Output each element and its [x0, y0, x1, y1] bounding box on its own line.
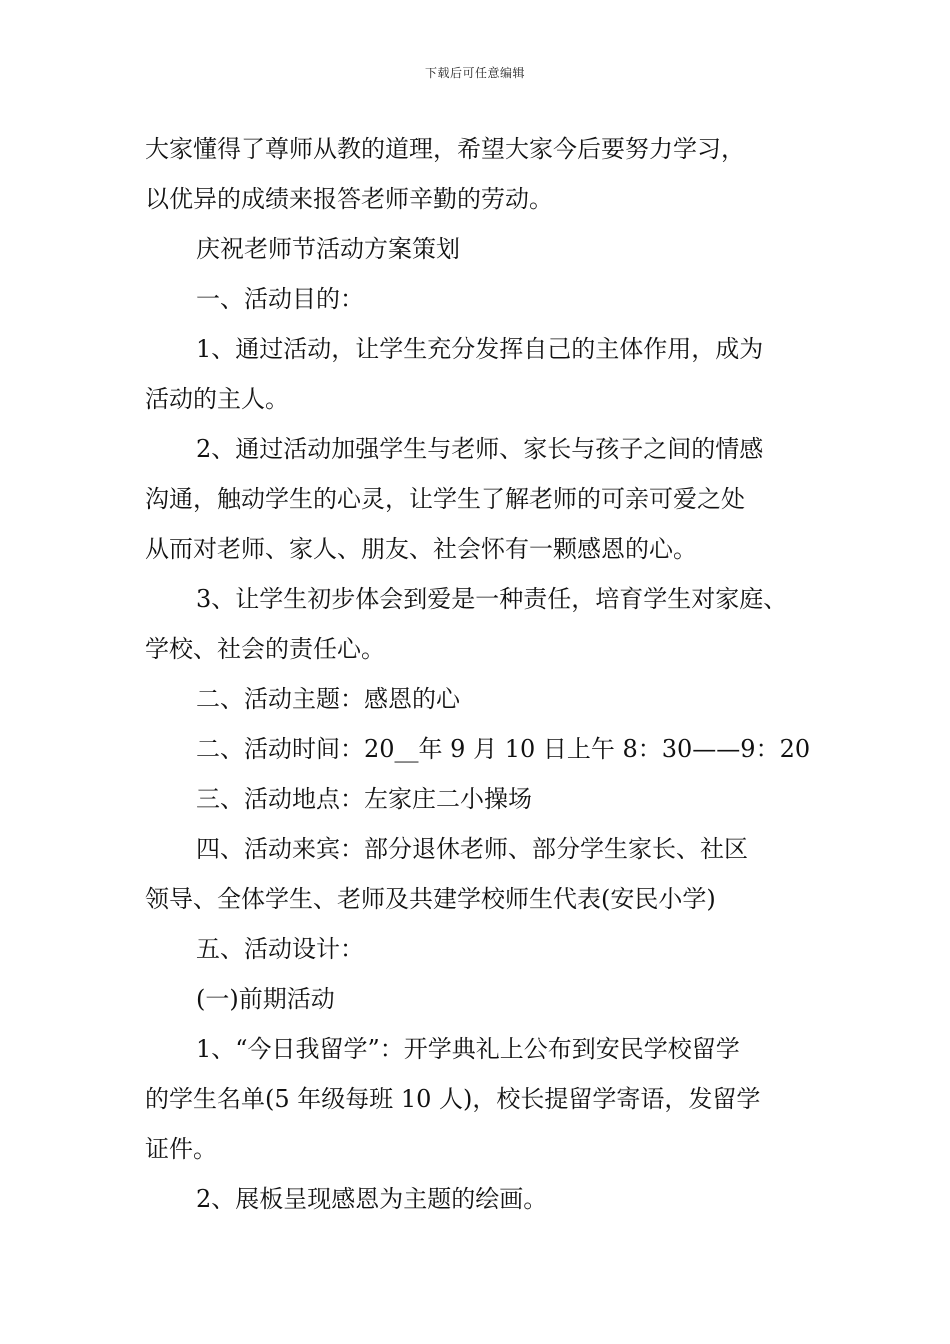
text-line: 证件。	[145, 1135, 217, 1163]
text-line: 1、通过活动，让学生充分发挥自己的主体作用，成为	[196, 335, 764, 363]
heading-activity-guests: 四、活动来宾：部分退休老师、部分学生家长、社区	[196, 835, 748, 863]
heading-activity-location: 三、活动地点：左家庄二小操场	[196, 785, 532, 813]
page-header-note: 下载后可任意编辑	[424, 66, 525, 80]
text-line: 领导、全体学生、老师及共建学校师生代表(安民小学)	[145, 885, 716, 913]
heading-activity-goal: 一、活动目的：	[196, 285, 364, 313]
text-line: 大家懂得了尊师从教的道理，希望大家今后要努力学习，	[145, 135, 745, 163]
heading-activity-time: 二、活动时间：20__年 9 月 10 日上午 8：30——9：20	[196, 735, 810, 763]
text-line: 的学生名单(5 年级每班 10 人)，校长提留学寄语，发留学	[145, 1085, 761, 1113]
text-line: 以优异的成绩来报答老师辛勤的劳动。	[145, 185, 553, 213]
text-line: 从而对老师、家人、朋友、社会怀有一颗感恩的心。	[145, 535, 697, 563]
heading-activity-theme: 二、活动主题：感恩的心	[196, 685, 460, 713]
subheading-early-activities: (一)前期活动	[196, 985, 335, 1013]
heading-activity-design: 五、活动设计：	[196, 935, 364, 963]
text-line: 2、展板呈现感恩为主题的绘画。	[196, 1185, 548, 1213]
text-line: 2、通过活动加强学生与老师、家长与孩子之间的情感	[196, 435, 764, 463]
text-line: 沟通，触动学生的心灵，让学生了解老师的可亲可爱之处	[145, 485, 745, 513]
section-title: 庆祝老师节活动方案策划	[196, 235, 460, 263]
document-body	[145, 124, 810, 1224]
text-line: 3、让学生初步体会到爱是一种责任，培育学生对家庭、	[196, 585, 788, 613]
text-line: 学校、社会的责任心。	[145, 635, 385, 663]
text-line: 活动的主人。	[145, 385, 289, 413]
text-line: 1、“今日我留学”：开学典礼上公布到安民学校留学	[196, 1035, 740, 1063]
